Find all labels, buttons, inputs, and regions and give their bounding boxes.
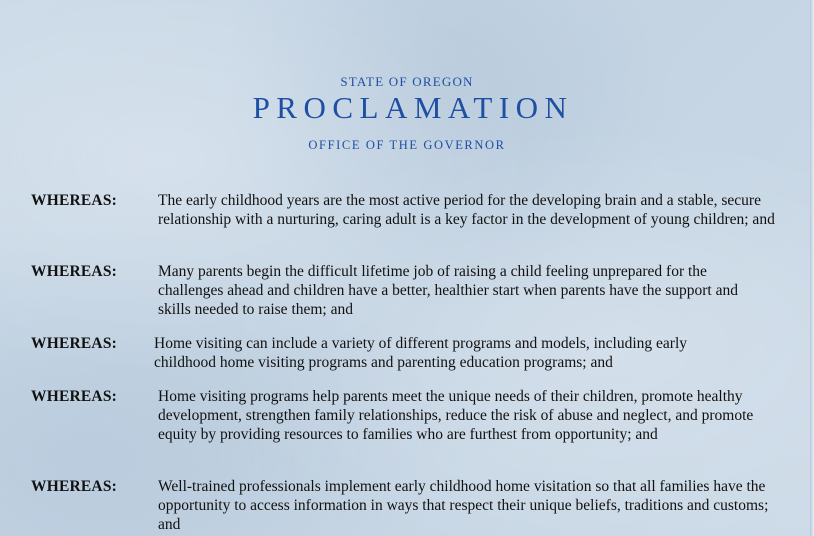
whereas-text: Home visiting programs help parents meet the unique needs of their children, promote healthy development, strengthen family relationships, reduce the risk of abuse and neglect, and promote equity by providing resources to families who are furthest from opportunity; and xyxy=(158,388,754,443)
whereas-text: Well-trained professionals implement early childhood home visitation so that all families have the opportunity to access information in ways that respect their unique beliefs, traditions and customs; and xyxy=(158,478,769,533)
whereas-label: WHEREAS: xyxy=(31,388,118,405)
whereas-text: Home visiting can include a variety of different programs and models, including early childhood home visiting programs and parenting education programs; and xyxy=(154,335,688,371)
proclamation-title: PROCLAMATION xyxy=(252,90,574,125)
whereas-label: WHEREAS: xyxy=(31,192,118,209)
whereas-text: Many parents begin the difficult lifetime job of raising a child feeling unprepared for the challenges ahead and children have a better, healthier start when parents have the support and skills needed to raise them; and xyxy=(158,263,738,318)
state-heading: STATE OF OREGON xyxy=(340,74,474,89)
office-heading: OFFICE OF THE GOVERNOR xyxy=(308,138,506,152)
whereas-label: WHEREAS: xyxy=(31,263,118,280)
whereas-label: WHEREAS: xyxy=(31,478,118,495)
whereas-text: The early childhood years are the most active period for the developing brain and a stable, secure relationship with a nurturing, caring adult is a key factor in the development of young children; and xyxy=(158,192,775,228)
whereas-label: WHEREAS: xyxy=(31,335,118,352)
